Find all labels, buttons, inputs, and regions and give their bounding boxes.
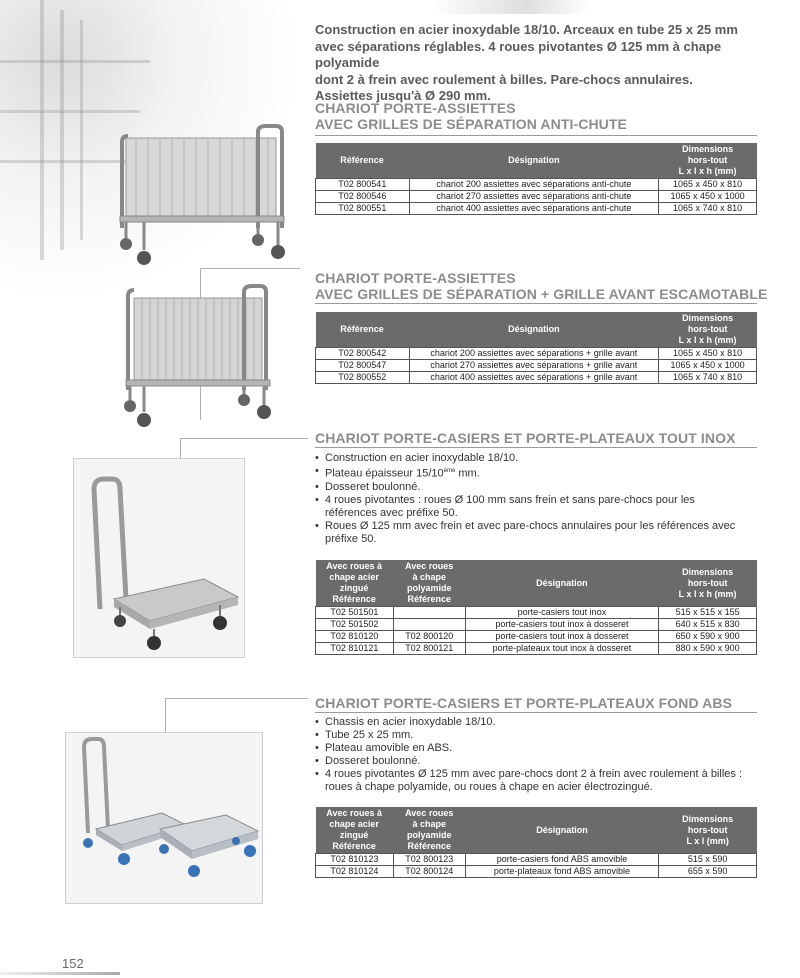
header-line: Avec roues à xyxy=(326,808,382,818)
section3-rule xyxy=(315,447,757,448)
intro-paragraph xyxy=(315,22,785,105)
cell-reference: T02 501501 xyxy=(316,607,394,619)
header-line: Avec roues xyxy=(405,808,454,818)
image-frame-line xyxy=(165,698,308,732)
table-row xyxy=(316,619,757,631)
cell-designation: porte-plateaux tout inox à dosseret xyxy=(465,643,659,655)
table-row xyxy=(316,191,757,203)
feature-item xyxy=(315,768,755,794)
cell-dimensions: 640 x 515 x 830 xyxy=(659,619,757,631)
feature-item: • Dosseret boulonné. xyxy=(315,481,755,494)
header-designation: Désignation xyxy=(409,312,659,348)
section3-table xyxy=(315,560,757,655)
table-row xyxy=(316,372,757,384)
cell-designation: chariot 200 assiettes avec séparations anti-chute xyxy=(409,179,659,191)
cell-dimensions: 650 x 590 x 900 xyxy=(659,631,757,643)
table-row xyxy=(316,348,757,360)
cell-dimensions: 1065 x 450 x 1000 xyxy=(659,191,757,203)
cell-dimensions: 655 x 590 xyxy=(659,866,757,878)
feature-item xyxy=(315,494,755,520)
cell-reference: T02 800546 xyxy=(316,191,410,203)
header-designation: Désignation xyxy=(409,143,659,179)
header-dim-line: Dimensions xyxy=(682,566,734,577)
stainless-rack-trolley-drawing xyxy=(74,459,246,659)
section1-title-line2: AVEC GRILLES DE SÉPARATION ANTI-CHUTE xyxy=(315,116,627,132)
intro-line: avec séparations réglables. 4 roues pivotantes Ø 125 mm à chape polyamide xyxy=(315,38,722,70)
table-row xyxy=(316,866,757,878)
cell-reference: T02 800120 xyxy=(393,631,465,643)
feature-item: • Construction en acier inoxydable 18/10. xyxy=(315,452,755,465)
feature-text: roues à chape polyamide, ou roues à chape en acier électrozingué. xyxy=(325,781,653,793)
header-line: Référence xyxy=(332,841,376,851)
cell-dimensions: 1065 x 740 x 810 xyxy=(659,372,757,384)
cell-designation: porte-casiers tout inox à dosseret xyxy=(465,631,659,643)
cell-dimensions: 1065 x 740 x 810 xyxy=(659,203,757,215)
section4-rule xyxy=(315,712,757,713)
header-dim-line: hors-tout xyxy=(687,155,728,165)
cell-reference xyxy=(393,619,465,631)
cell-reference: T02 501502 xyxy=(316,619,394,631)
cell-reference: T02 800552 xyxy=(316,372,410,384)
section1-title xyxy=(315,100,627,132)
cell-dimensions: 1065 x 450 x 1000 xyxy=(659,360,757,372)
abs-rack-trolley-drawing xyxy=(66,733,264,905)
cell-reference: T02 810123 xyxy=(316,854,394,866)
header-dim-line: hors-tout xyxy=(687,824,728,835)
cell-reference: T02 800551 xyxy=(316,203,410,215)
header-ref-zinc xyxy=(316,807,394,854)
cell-designation: chariot 270 assiettes avec séparations + grille avant xyxy=(409,360,659,372)
section3-title: CHARIOT PORTE-CASIERS ET PORTE-PLATEAUX TOUT INOX xyxy=(315,430,736,446)
table-row xyxy=(316,203,757,215)
cell-designation: porte-casiers fond ABS amovible xyxy=(465,854,659,866)
cell-reference: T02 800542 xyxy=(316,348,410,360)
intro-line: dont 2 à frein avec roulement à billes. Pare-chocs annulaires. xyxy=(315,71,693,87)
header-dim-line: Dimensions xyxy=(682,813,734,824)
cell-designation: porte-plateaux fond ABS amovible xyxy=(465,866,659,878)
section1-table xyxy=(315,143,757,215)
cell-dimensions: 880 x 590 x 900 xyxy=(659,643,757,655)
section1-rule xyxy=(315,135,757,136)
header-line: Référence xyxy=(332,594,376,604)
section2-rule xyxy=(315,303,757,304)
header-dimensions xyxy=(659,143,757,179)
plate-trolley-antichute-image xyxy=(108,118,298,278)
page-number: 152 xyxy=(62,956,84,971)
header-line: Avec roues à xyxy=(326,561,382,571)
feature-item: • Chassis en acier inoxydable 18/10. xyxy=(315,716,755,729)
cell-reference: T02 810120 xyxy=(316,631,394,643)
header-line: chape acier zingué xyxy=(329,819,379,840)
cell-reference: T02 800121 xyxy=(393,643,465,655)
cell-reference: T02 800547 xyxy=(316,360,410,372)
feature-text: Plateau épaisseur 15/10 xyxy=(325,467,444,480)
header-line: à chape polyamide xyxy=(406,819,452,840)
header-line: Avec roues xyxy=(405,561,454,571)
header-line: à chape polyamide xyxy=(406,572,452,593)
cell-reference: T02 800123 xyxy=(393,854,465,866)
header-dim-line: L x l x h (mm) xyxy=(678,166,737,176)
cell-dimensions: 1065 x 450 x 810 xyxy=(659,179,757,191)
header-designation: Désignation xyxy=(465,560,659,607)
feature-superscript: ème xyxy=(443,468,456,474)
section4-title: CHARIOT PORTE-CASIERS ET PORTE-PLATEAUX FOND ABS xyxy=(315,695,733,711)
feature-item xyxy=(315,465,755,481)
section1-title-line1: CHARIOT PORTE-ASSIETTES xyxy=(315,100,516,116)
image-frame-line xyxy=(180,438,308,458)
table-row xyxy=(316,643,757,655)
feature-text: • 4 roues pivotantes Ø 125 mm avec pare-chocs dont 2 à frein avec roulement à billes : xyxy=(325,768,742,780)
stainless-rack-trolley-image xyxy=(73,458,245,658)
cell-reference: T02 800541 xyxy=(316,179,410,191)
section3-features xyxy=(315,452,755,546)
table-row xyxy=(316,631,757,643)
header-dimensions xyxy=(659,560,757,607)
header-line: Référence xyxy=(407,594,451,604)
header-dimensions xyxy=(659,807,757,854)
header-reference: Référence xyxy=(316,143,410,179)
cell-designation: chariot 200 assiettes avec séparations + grille avant xyxy=(409,348,659,360)
header-dim-line: hors-tout xyxy=(687,577,728,588)
table-row xyxy=(316,854,757,866)
feature-item: • Plateau amovible en ABS. xyxy=(315,742,755,755)
table-row xyxy=(316,607,757,619)
header-dim-line: L x l (mm) xyxy=(686,835,729,846)
abs-rack-trolley-image xyxy=(65,732,263,904)
cell-reference: T02 800124 xyxy=(393,866,465,878)
header-dim-line: L x l x h (mm) xyxy=(678,588,737,599)
section2-title-line1: CHARIOT PORTE-ASSIETTES xyxy=(315,270,516,286)
header-dimensions xyxy=(659,312,757,348)
header-reference: Référence xyxy=(316,312,410,348)
cell-designation: porte-casiers tout inox à dosseret xyxy=(465,619,659,631)
section2-title-line2: AVEC GRILLES DE SÉPARATION + GRILLE AVANT ESCAMOTABLE xyxy=(315,286,768,302)
header-ref-polyamide xyxy=(393,807,465,854)
feature-item: • Dosseret boulonné. xyxy=(315,755,755,768)
header-dim-line: hors-tout xyxy=(687,324,728,334)
cell-dimensions: 515 x 590 xyxy=(659,854,757,866)
cell-dimensions: 1065 x 450 x 810 xyxy=(659,348,757,360)
feature-text: mm. xyxy=(455,467,480,480)
cell-dimensions: 515 x 515 x 155 xyxy=(659,607,757,619)
cell-designation: chariot 270 assiettes avec séparations anti-chute xyxy=(409,191,659,203)
table-row xyxy=(316,179,757,191)
intro-line: Assiettes jusqu'à Ø 290 mm. xyxy=(315,88,491,103)
cell-designation: chariot 400 assiettes avec séparations anti-chute xyxy=(409,203,659,215)
section2-title xyxy=(315,270,767,302)
header-ref-polyamide xyxy=(393,560,465,607)
section4-features xyxy=(315,716,755,794)
cell-reference: T02 810124 xyxy=(316,866,394,878)
header-line: Référence xyxy=(407,841,451,851)
header-dim-line: Dimensions xyxy=(682,313,734,323)
header-ref-zinc xyxy=(316,560,394,607)
intro-line: Construction en acier inoxydable 18/10. Arceaux en tube 25 x 25 mm xyxy=(315,22,738,37)
decorative-swoosh xyxy=(430,0,590,14)
cell-reference xyxy=(393,607,465,619)
feature-text: • 4 roues pivotantes : roues Ø 100 mm sans frein et sans pare-chocs pour les xyxy=(325,493,695,506)
header-dim-line: L x l x h (mm) xyxy=(678,335,737,345)
feature-text: références avec préfixe 50. xyxy=(325,506,458,519)
feature-text: • Roues Ø 125 mm avec frein et avec pare-chocs annulaires pour les références avec xyxy=(325,519,736,532)
cell-reference: T02 810121 xyxy=(316,643,394,655)
feature-text: préfixe 50. xyxy=(325,532,377,545)
cell-designation: porte-casiers tout inox xyxy=(465,607,659,619)
cell-designation: chariot 400 assiettes avec séparations + grille avant xyxy=(409,372,659,384)
section2-table xyxy=(315,312,757,384)
header-designation: Désignation xyxy=(465,807,659,854)
table-row xyxy=(316,360,757,372)
plate-trolley-front-grid-image xyxy=(118,282,278,430)
header-line: chape acier zingué xyxy=(329,572,379,593)
section4-table xyxy=(315,807,757,878)
header-dim-line: Dimensions xyxy=(682,144,734,154)
feature-item: • Tube 25 x 25 mm. xyxy=(315,729,755,742)
page-footer-rule xyxy=(0,972,120,975)
feature-item xyxy=(315,520,755,546)
